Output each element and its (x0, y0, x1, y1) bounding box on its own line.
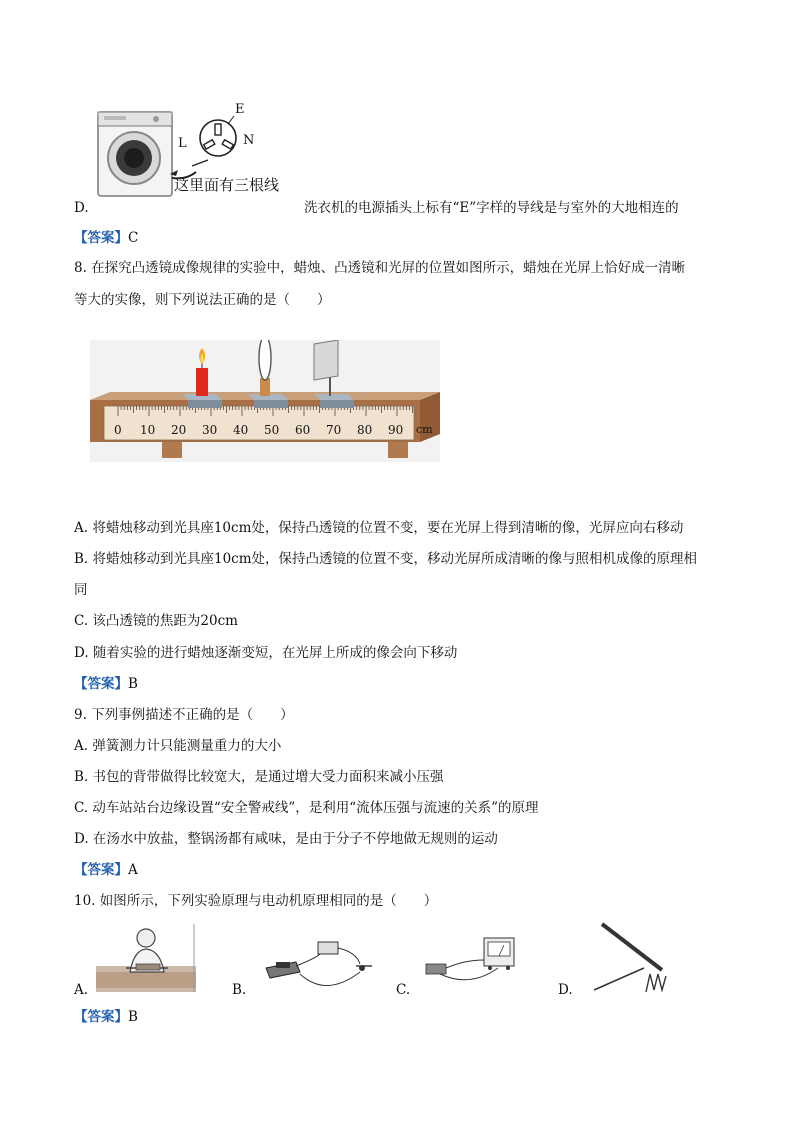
q10-figure-c (420, 930, 526, 990)
ruler-tick-label: 50 (264, 423, 280, 437)
answer-value: A (128, 862, 138, 878)
ruler-tick-label: 80 (357, 423, 373, 437)
q10-stem: 10. 如图所示，下列实验原理与电动机原理相同的是（ ） (74, 893, 438, 909)
q7-option-d-letter: D. (74, 200, 89, 216)
rod-spring-icon (594, 920, 674, 994)
answer-tag: 【答案】 (74, 1009, 128, 1025)
ruler-unit: cm (416, 423, 433, 436)
label-l: L (178, 136, 187, 151)
motor-principle-circuit-icon (256, 938, 380, 996)
ruler-tick-label: 40 (233, 423, 249, 437)
q9-option-a: A. 弹簧测力计只能测量重力的大小 (74, 738, 282, 754)
scientist-experiment-icon (96, 922, 198, 994)
q10-label-c: C. (396, 982, 411, 998)
ruler-tick-label: 10 (140, 423, 156, 437)
label-n: N (243, 133, 255, 148)
ruler-tick-label: 30 (202, 423, 218, 437)
q8-answer (74, 674, 138, 694)
q10-figure-d (594, 920, 674, 994)
q8-option-c: C. 该凸透镜的焦距为20cm (74, 613, 238, 629)
ruler-tick-label: 0 (114, 423, 122, 437)
answer-tag: 【答案】 (74, 230, 128, 246)
q8-stem-line1: 8. 在探究凸透镜成像规律的实验中，蜡烛、凸透镜和光屏的位置如图所示，蜡烛在光屏上恰好成一清晰 (74, 260, 686, 276)
q7-answer (74, 228, 138, 248)
ruler-tick-label: 70 (326, 423, 342, 437)
generator-galvanometer-icon (420, 930, 526, 990)
q9-answer (74, 860, 138, 880)
washing-machine-figure (96, 98, 306, 198)
answer-tag: 【答案】 (74, 862, 128, 878)
q9-option-b: B. 书包的背带做得比较宽大，是通过增大受力面积来减小压强 (74, 769, 444, 785)
answer-tag: 【答案】 (74, 676, 128, 692)
q10-label-d: D. (558, 982, 573, 998)
q8-option-a: A. 将蜡烛移动到光具座10cm处，保持凸透镜的位置不变，要在光屏上得到清晰的像，光屏应向右移动 (74, 520, 684, 536)
ruler-tick-label: 90 (388, 423, 404, 437)
q10-answer (74, 1007, 138, 1027)
q9-stem: 9. 下列事例描述不正确的是（ ） (74, 707, 294, 723)
optical-bench-figure (90, 340, 440, 462)
q8-stem-line2: 等大的实像，则下列说法正确的是（ ） (74, 292, 331, 308)
q10-label-a: A. (74, 982, 89, 998)
q10-figure-a (96, 922, 198, 994)
label-e: E (235, 102, 245, 117)
answer-value: B (128, 676, 138, 692)
q9-option-c: C. 动车站站台边缘设置“安全警戒线”，是利用“流体压强与流速的关系”的原理 (74, 800, 539, 816)
figure-caption: 这里面有三根线 (174, 176, 280, 194)
q7-option-d-text: 洗衣机的电源插头上标有“E”字样的导线是与室外的大地相连的 (304, 200, 679, 216)
q9-option-d: D. 在汤水中放盐，整锅汤都有咸味，是由于分子不停地做无规则的运动 (74, 831, 498, 847)
q10-label-b: B. (232, 982, 247, 998)
ruler-tick-label: 20 (171, 423, 187, 437)
q8-option-d: D. 随着实验的进行蜡烛逐渐变短，在光屏上所成的像会向下移动 (74, 645, 458, 661)
answer-value: C (128, 230, 139, 246)
q10-figure-b (256, 938, 380, 996)
optical-bench-icon (90, 340, 440, 462)
q8-option-b-line1: B. 将蜡烛移动到光具座10cm处，保持凸透镜的位置不变，移动光屏所成清晰的像与照相机成像的原理相 (74, 551, 698, 567)
answer-value: B (128, 1009, 138, 1025)
q8-option-b-line2: 同 (74, 582, 88, 598)
ruler-tick-label: 60 (295, 423, 311, 437)
